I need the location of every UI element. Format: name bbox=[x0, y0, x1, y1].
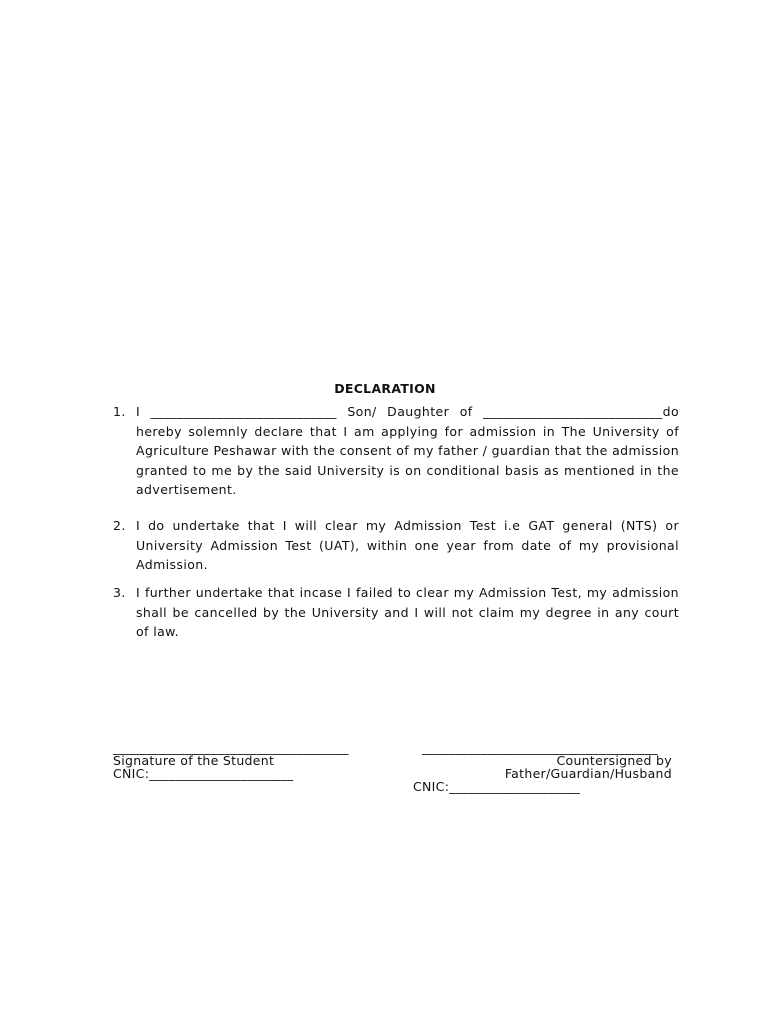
countersign-label: Countersigned by bbox=[556, 753, 672, 768]
document-title: DECLARATION bbox=[334, 381, 436, 396]
declaration-item-3 bbox=[113, 583, 679, 642]
student-signature-line: ____________________________________ bbox=[113, 740, 349, 755]
countersign-signature-line: ____________________________________ bbox=[422, 740, 658, 755]
countersign-cnic-field: CNIC:____________________ bbox=[413, 779, 581, 794]
item-number: 3. bbox=[113, 585, 126, 600]
student-signature-label: Signature of the Student bbox=[113, 753, 275, 768]
countersign-role-label: Father/Guardian/Husband bbox=[504, 766, 672, 781]
item-number: 1. bbox=[113, 404, 126, 419]
item-text: I do undertake that I will clear my Admission Test i.e GAT general (NTS) or University Admission Test (UAT), within one year from date of my provisional Admission. bbox=[136, 518, 679, 573]
declaration-item-1 bbox=[113, 402, 679, 500]
item-text: I ____________________________ Son/ Daughter of ___________________________do hereby solemnly declare that I am applying for admission in The University of Agriculture Peshawar with the consent of my father / guardian that the admission granted to me by the said University is on conditional basis as mentioned in the advertisement. bbox=[136, 404, 680, 498]
item-text: I further undertake that incase I failed to clear my Admission Test, my admission shall be cancelled by the University and I will not claim my degree in any court of law. bbox=[136, 585, 679, 640]
student-cnic-field: CNIC:______________________ bbox=[113, 766, 294, 781]
item-number: 2. bbox=[113, 518, 126, 533]
declaration-item-2 bbox=[113, 516, 679, 575]
